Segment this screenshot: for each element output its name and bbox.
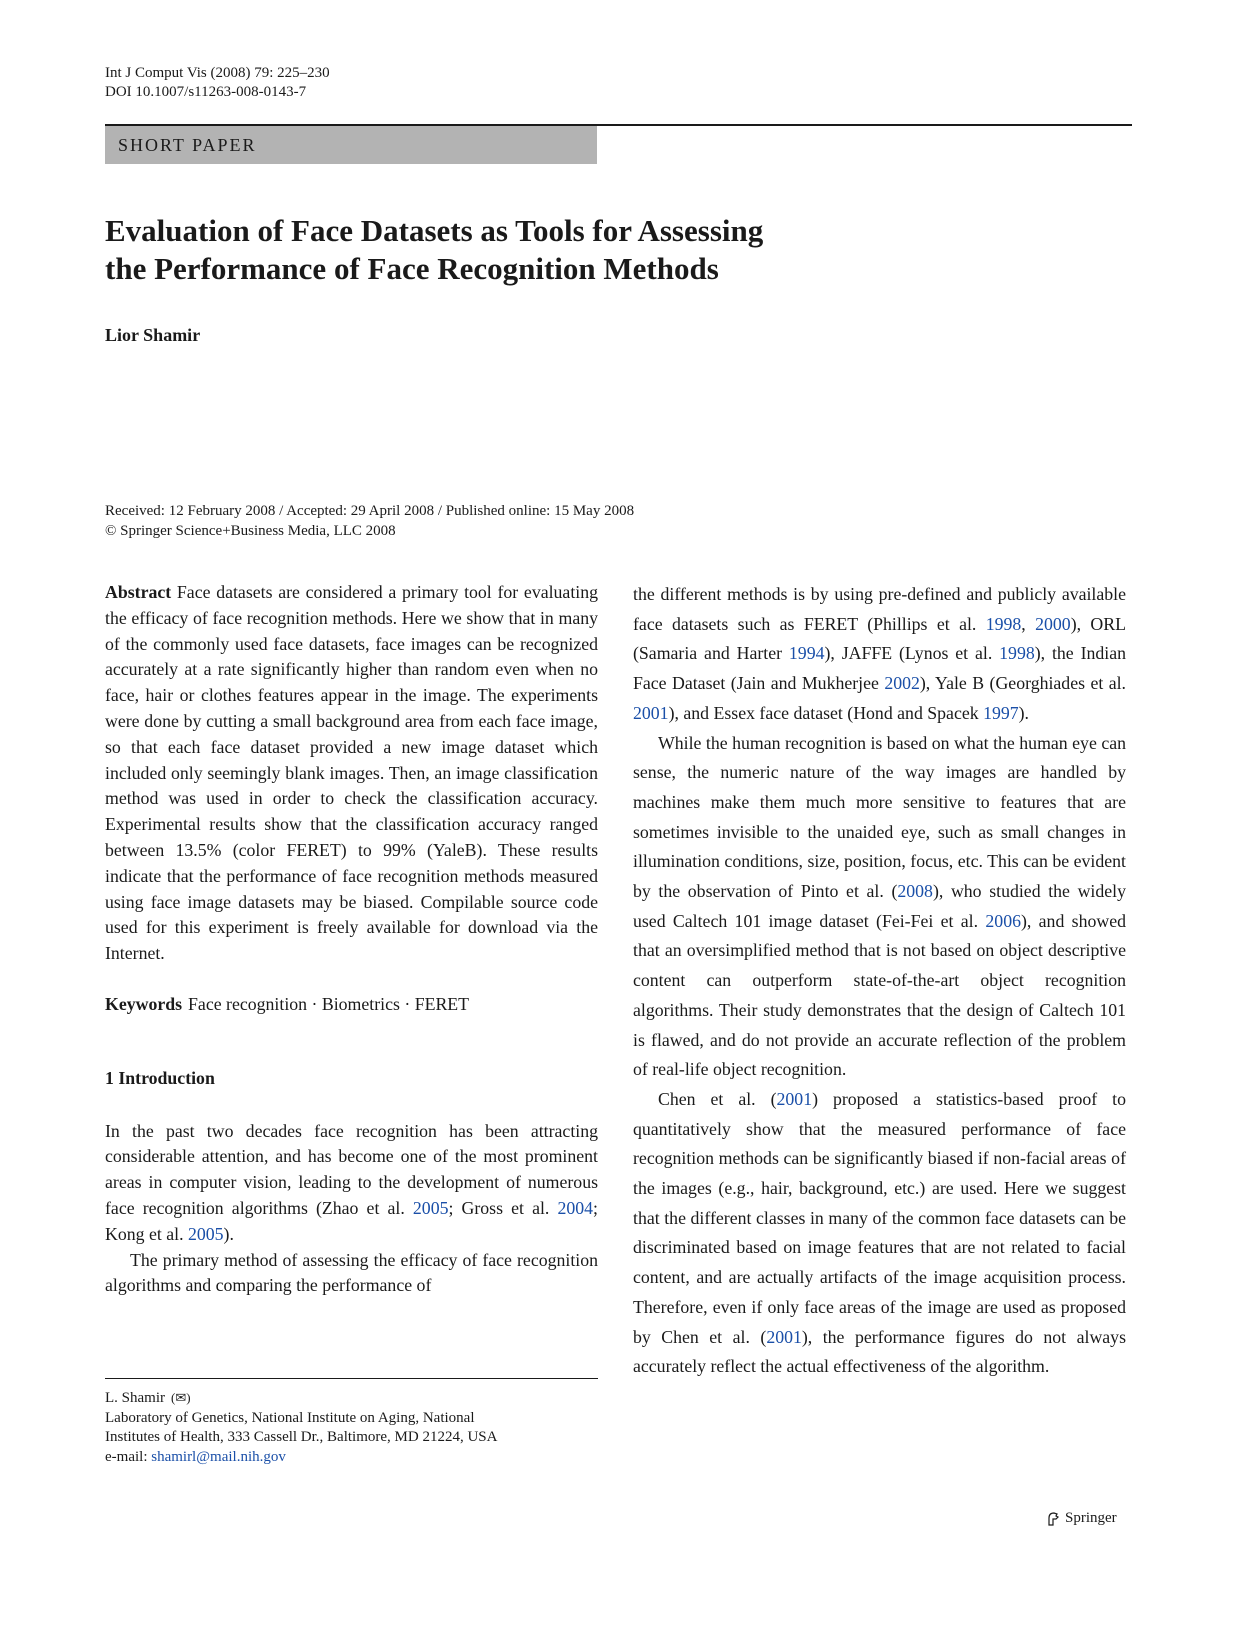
article-type-banner — [105, 126, 597, 164]
left-column — [105, 580, 598, 1299]
citation-link[interactable]: 2000 — [1035, 613, 1071, 634]
journal-header — [105, 64, 330, 102]
intro-paragraph-1: In the past two decades face recognition has been attracting considerable attention, and has become one of the most prominent areas in computer vision, leading to the development of numerous face recognition algorithms (Zhao et al. 2005; Gross et al. 2004; Kong et al. 2005). — [105, 1120, 598, 1244]
author-name: Lior Shamir — [105, 325, 201, 345]
journal-citation: Int J Comput Vis (2008) 79: 225–230 — [105, 65, 330, 81]
paper-title — [105, 212, 905, 288]
abstract — [105, 580, 598, 967]
keywords — [105, 992, 598, 1018]
right-paragraph-3: Chen et al. (2001) proposed a statistics-based proof to quantitatively show that the measured performance of face recognition methods can be significantly biased if non-facial areas of the images (e.g., hair, background, etc.) are used. Here we suggest that the different classes in many of the common face datasets can be discriminated based on image features that are not related to facial content, and are actually artifacts of the image acquisition process. Therefore, even if only face areas of the image are used as proposed by Chen et al. (2001), the performance figures do not always accurately reflect the actual effectiveness of the algorithm. — [633, 1088, 1126, 1377]
affiliation-line-2: Institutes of Health, 333 Cassell Dr., Baltimore, MD 21224, USA — [105, 1429, 498, 1445]
citation-link[interactable]: 1998 — [985, 613, 1022, 634]
section-heading-introduction: 1 Introduction — [105, 1067, 215, 1088]
keywords-label: Keywords — [105, 993, 183, 1014]
citation-link[interactable]: 2008 — [897, 881, 933, 902]
publisher-logo — [1045, 1510, 1117, 1527]
email-line: e-mail: shamirl@mail.nih.gov — [105, 1448, 286, 1465]
abstract-label: Abstract — [105, 582, 172, 602]
citation-link[interactable]: 2001 — [776, 1088, 813, 1109]
citation-link[interactable]: 2004 — [557, 1197, 594, 1218]
article-type-label: SHORT PAPER — [118, 135, 257, 155]
affiliation-line-1: Laboratory of Genetics, National Institute on Aging, National — [105, 1409, 475, 1426]
citation-link[interactable]: 2001 — [766, 1326, 802, 1347]
citation-link[interactable]: 2002 — [884, 673, 920, 694]
journal-doi: DOI 10.1007/s11263-008-0143-7 — [105, 84, 307, 100]
citation-link[interactable]: 2005 — [187, 1223, 224, 1244]
citation-link[interactable]: 1994 — [788, 643, 825, 664]
citation-link[interactable]: 1998 — [999, 643, 1035, 664]
received-dates: Received: 12 February 2008 / Accepted: 29 April 2008 / Published online: 15 May 2008 — [105, 503, 635, 519]
author-footnote — [105, 1388, 497, 1467]
right-paragraph-2: While the human recognition is based on what the human eye can sense, the numeric nature of the way images are handled by machines make them much more sensitive to features that are sometimes invisible to the unaided eye, such as small changes in illumination conditions, size, position, focus, etc. This can be evident by the observation of Pinto et al. (2008), who studied the widely used Caltech 101 image dataset (Fei-Fei et al. 2006), and showed that an oversimplified method that is not based on object descriptive content can outperform state-of-the-art object recognition algorithms. Their study demonstrates that the design of Caltech 101 is flawed, and do not provide an accurate reflection of the problem of real-life object recognition. — [633, 732, 1126, 1080]
envelope-icon: (✉) — [171, 1390, 191, 1405]
abstract-text: Face datasets are considered a primary tool for evaluating the efficacy of face recognition methods. Here we show that in many of the commonly used face datasets, face images can be recognized accurately at a rate significantly higher than random even when no face, hair or clothes features appear in the image. The experiments were done by cutting a small background area from each face image, so that each face dataset provided a new image dataset which included only seemingly blank images. Then, an image classification method was used in order to check the classification accuracy. Experimental results show that the classification accuracy ranged between 13.5% (color FERET) to 99% (YaleB). These results indicate that the performance of face recognition methods measured using face image datasets may be biased. Compilable source code used for this experiment is freely available for download via the Internet. — [105, 582, 598, 964]
title-line-1: Evaluation of Face Datasets as Tools for Assessing — [105, 213, 764, 248]
keywords-text: Face recognition · Biometrics · FERET — [188, 993, 470, 1014]
email-link[interactable]: shamirl@mail.nih.gov — [151, 1448, 286, 1465]
title-line-2: the Performance of Face Recognition Methods — [105, 251, 719, 286]
publication-history — [105, 501, 634, 541]
footnote-rule — [105, 1378, 598, 1379]
citation-link[interactable]: 2001 — [633, 702, 669, 723]
citation-link[interactable]: 2006 — [985, 910, 1021, 931]
citation-link[interactable]: 1997 — [983, 702, 1019, 723]
springer-horse-icon — [1045, 1511, 1061, 1527]
intro-paragraph-2: The primary method of assessing the efficacy of face recognition algorithms and comparing the performance of — [105, 1249, 598, 1296]
publisher-name: Springer — [1065, 1510, 1117, 1526]
right-paragraph-1: the different methods is by using pre-defined and publicly available face datasets such as FERET (Phillips et al. 1998, 2000), ORL (Samaria and Harter 1994), JAFFE (Lynos et al. 1998), the Indian Face Dataset (Jain and Mukherjee 2002), Yale B (Georghiades et al. 2001), and Essex face dataset (Hond and Spacek 1997). — [633, 584, 1126, 723]
footnote-author: L. Shamir — [105, 1390, 165, 1406]
right-column — [633, 580, 1126, 1382]
citation-link[interactable]: 2005 — [412, 1197, 449, 1218]
copyright-notice: © Springer Science+Business Media, LLC 2008 — [105, 523, 396, 539]
footnote-author-line — [105, 1388, 497, 1409]
